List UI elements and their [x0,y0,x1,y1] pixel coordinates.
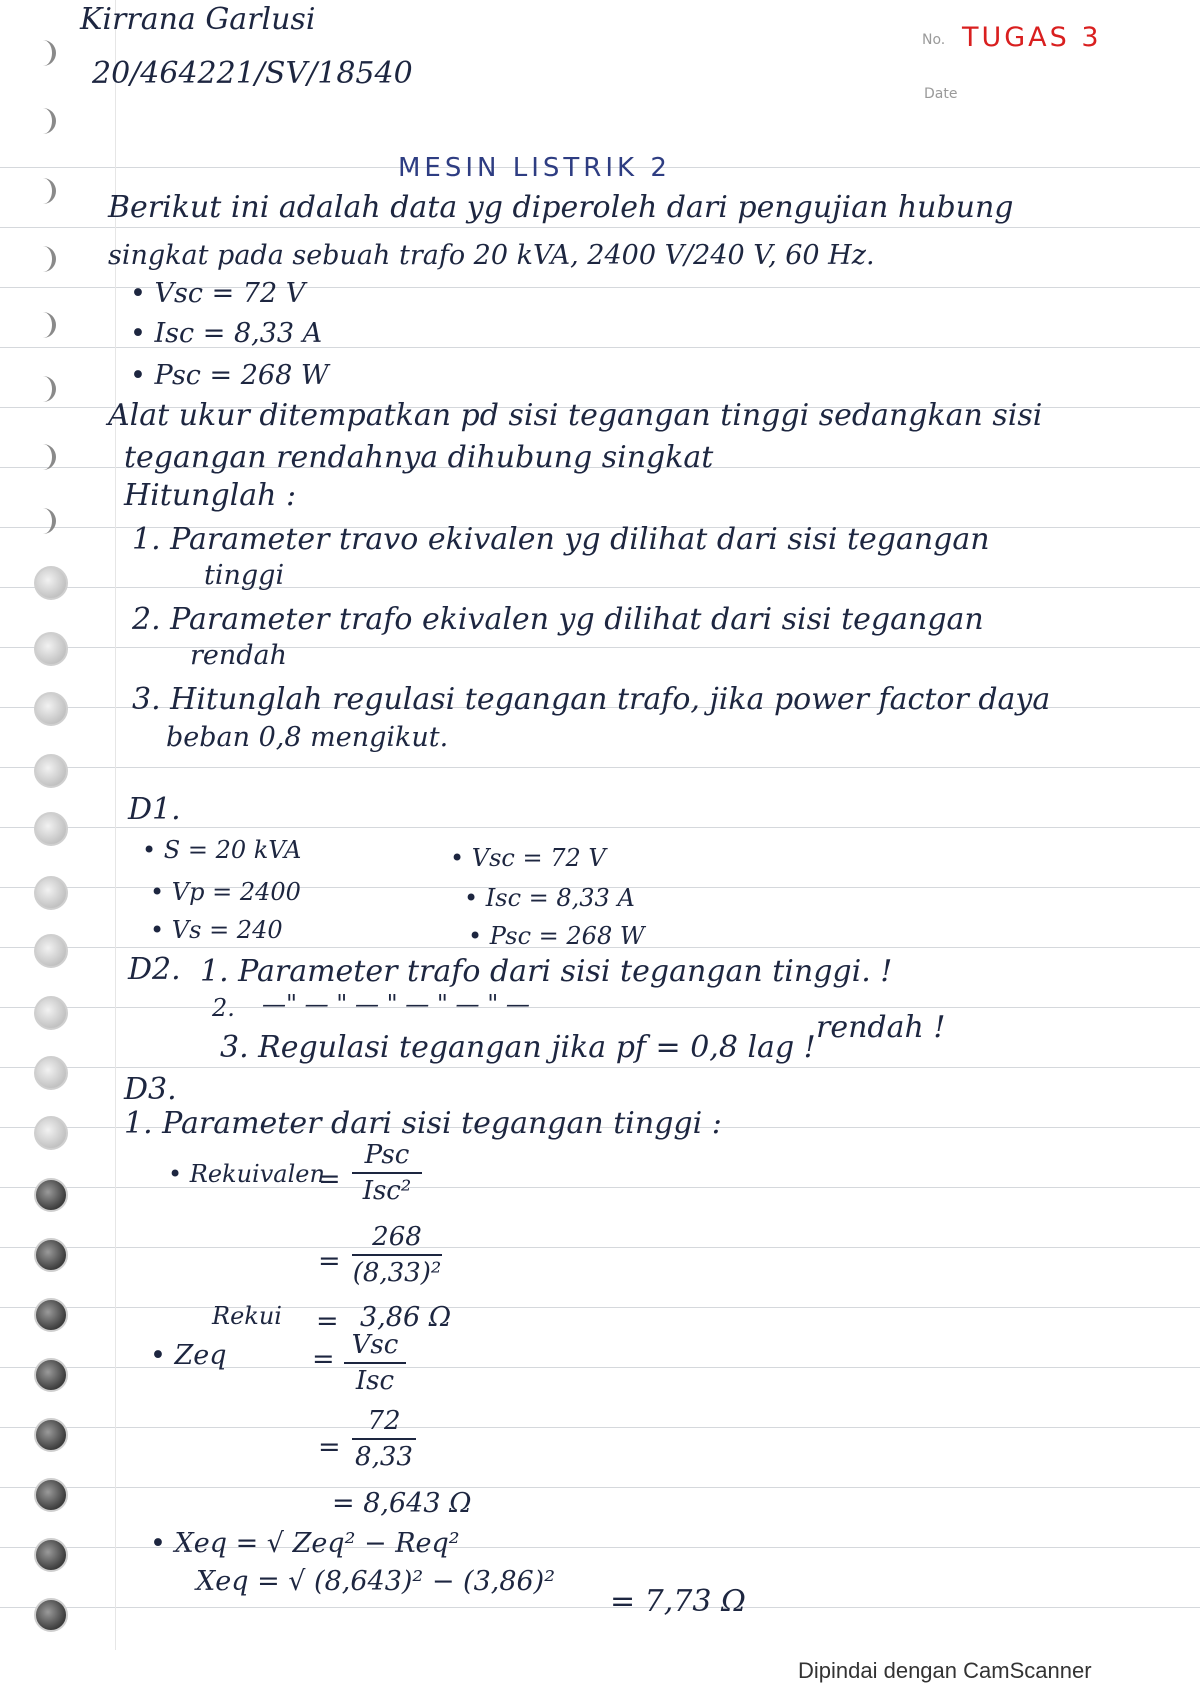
binder-hole [34,812,68,846]
rekui-label: Rekui [212,1302,282,1330]
denominator: Isc [355,1366,395,1396]
question-1-line-2: tinggi [204,560,285,591]
binder-hole [34,934,68,968]
numerator: Vsc [351,1330,399,1360]
equals-sign: = [316,1306,339,1337]
given-item: • Isc = 8,33 A [130,318,323,349]
d2-item-2-end: rendah ! [816,1010,946,1045]
binder-hole [34,1298,68,1332]
binder-hole [34,876,68,910]
fraction-bar [352,1438,416,1440]
d1-given-right: • Psc = 268 W [468,922,645,950]
problem-ask: Hitunglah : [124,478,297,513]
d1-given-right: • Isc = 8,33 A [464,884,635,912]
binder-hole [36,376,56,402]
binder-hole [36,444,56,470]
d3-subheading: 1. Parameter dari sisi tegangan tinggi : [124,1106,722,1141]
binder-hole [36,508,56,534]
xeq-substitution: Xeq = √ (8,643)² − (3,86)² [196,1566,556,1597]
zeq-value: = 8,643 Ω [332,1488,472,1519]
binder-hole [34,1598,68,1632]
page-title: MESIN LISTRIK 2 [398,153,671,183]
binder-hole [34,1538,68,1572]
date-label: Date [924,86,958,102]
fraction-bar [352,1172,422,1174]
binder-hole [34,1238,68,1272]
d2-item-3: 3. Regulasi tegangan jika pf = 0,8 lag ! [220,1030,816,1065]
binder-hole [34,566,68,600]
rekui-value: 3,86 Ω [360,1302,452,1333]
question-2-line-1: 2. Parameter trafo ekivalen yg dilihat dari sisi tegangan [132,602,984,637]
given-item: • Vsc = 72 V [130,278,306,309]
fraction-bar [344,1362,406,1364]
numerator: 268 [372,1222,422,1252]
numerator: Psc [364,1140,410,1170]
problem-note-2: tegangan rendahnya dihubung singkat [124,440,714,475]
d2-label: D2. [128,952,181,987]
assignment-number: TUGAS 3 [962,22,1102,53]
binder-hole [34,754,68,788]
xeq-value: = 7,73 Ω [610,1584,746,1619]
d2-item-2-num: 2. [212,994,235,1022]
d1-label: D1. [128,792,181,827]
fraction-268 [352,1222,442,1288]
question-1-line-1: 1. Parameter travo ekivalen yg dilihat dari sisi tegangan [132,522,990,557]
problem-note-1: Alat ukur ditempatkan pd sisi tegangan tinggi sedangkan sisi [108,398,1043,433]
req-label: • Rekuivalen [168,1160,325,1188]
binder-hole [36,246,56,272]
binder-hole [34,632,68,666]
binder-hole [34,1056,68,1090]
binder-hole [34,692,68,726]
xeq-formula: • Xeq = √ Zeq² − Req² [150,1528,460,1559]
denominator: (8,33)² [352,1258,442,1288]
fraction-bar [352,1254,442,1256]
given-item: • Psc = 268 W [130,360,329,391]
binder-hole [36,178,56,204]
problem-intro-2: singkat pada sebuah trafo 20 kVA, 2400 V/240 V, 60 Hz. [108,240,875,271]
denominator: Isc² [362,1176,412,1206]
binder-hole [34,1178,68,1212]
student-id: 20/464221/SV/18540 [92,56,413,91]
binder-hole [36,108,56,134]
equals-sign: = [318,1164,341,1195]
fraction-72 [352,1406,416,1472]
zeq-label: • Zeq [150,1340,227,1371]
d2-item-1: 1. Parameter trafo dari sisi tegangan tinggi. ! [200,954,893,989]
d1-given-left: • S = 20 kVA [142,836,302,864]
equals-sign: = [312,1344,335,1375]
problem-intro-1: Berikut ini adalah data yg diperoleh dari pengujian hubung [108,190,1014,225]
binder-hole [36,312,56,338]
numerator: 72 [367,1406,401,1436]
fraction-psc-isc2 [352,1140,422,1206]
d1-given-left: • Vs = 240 [150,916,283,944]
binder-hole [34,1418,68,1452]
binder-hole [34,1116,68,1150]
binder-hole [34,1358,68,1392]
question-2-line-2: rendah [190,640,288,671]
fraction-vsc-isc [344,1330,406,1396]
binder-hole [34,1478,68,1512]
student-name: Kirrana Garlusi [80,2,316,37]
camscanner-watermark: Dipindai dengan CamScanner [798,1658,1092,1683]
binder-hole [34,996,68,1030]
d3-label: D3. [124,1072,177,1107]
d1-given-right: • Vsc = 72 V [450,844,606,872]
question-3-line-2: beban 0,8 mengikut. [166,722,449,753]
question-3-line-1: 3. Hitunglah regulasi tegangan trafo, jika power factor daya [132,682,1051,717]
d1-given-left: • Vp = 2400 [150,878,301,906]
d2-item-2-ditto: —" — " — " — " — " — [262,990,530,1018]
no-label: No. [922,32,946,48]
binder-hole [36,40,56,66]
denominator: 8,33 [355,1442,413,1472]
equals-sign: = [318,1246,341,1277]
equals-sign: = [318,1432,341,1463]
